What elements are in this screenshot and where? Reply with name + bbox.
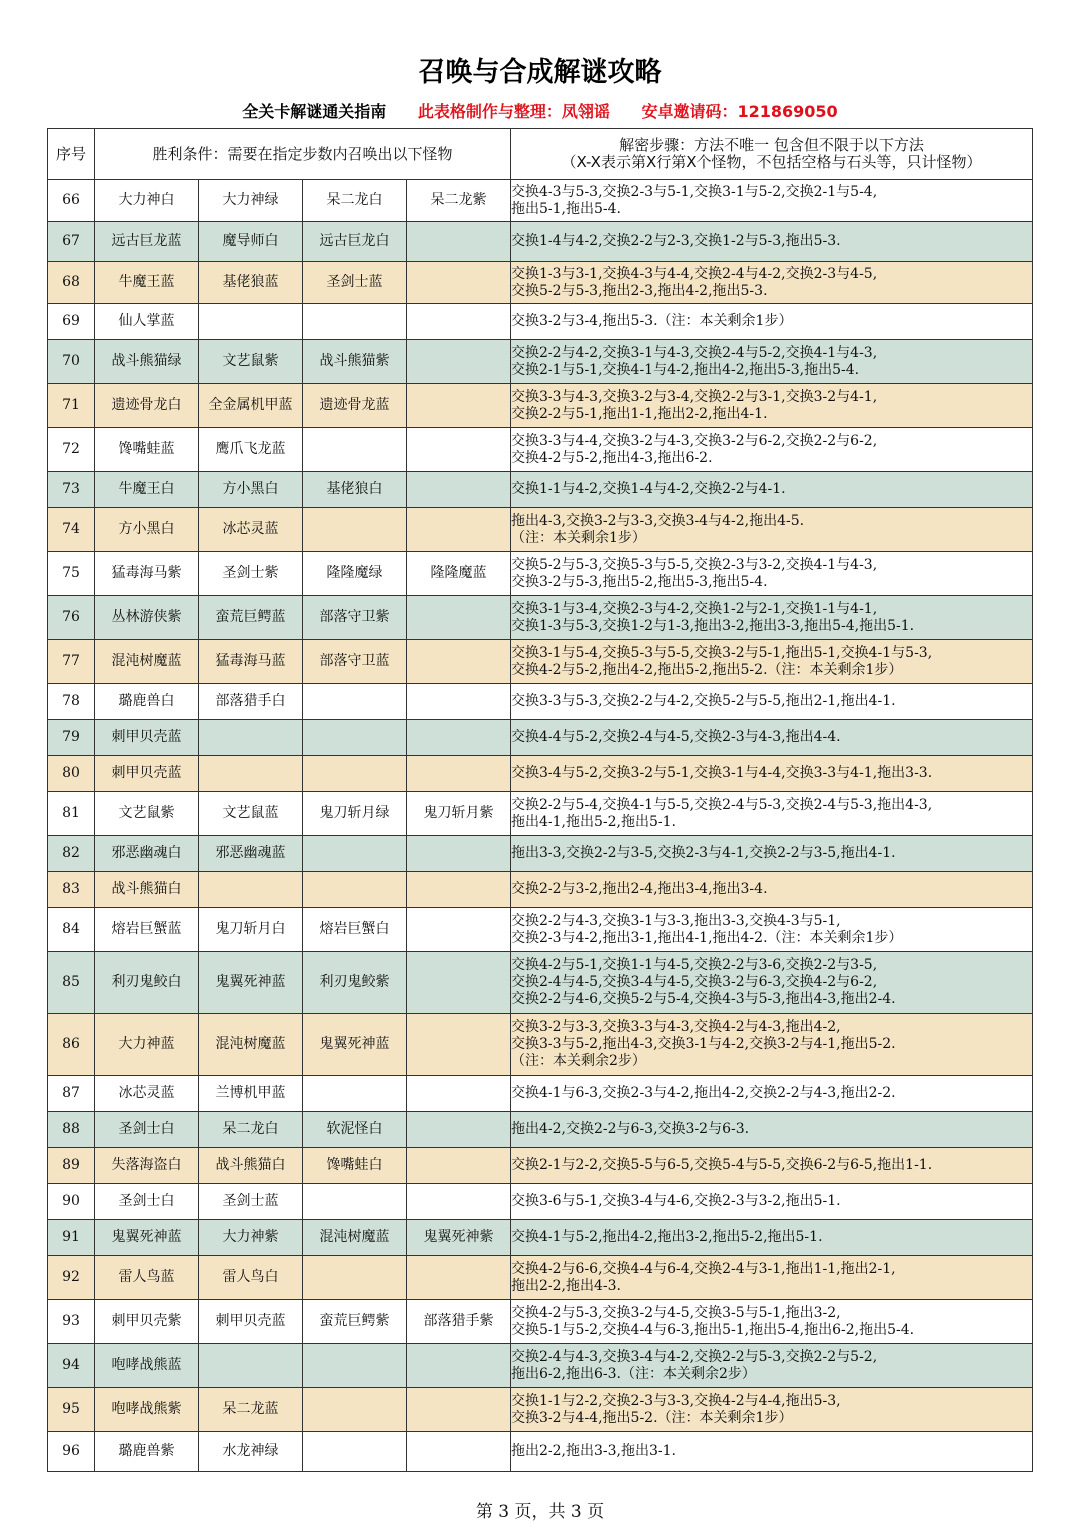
- monster-cell: 兰博机甲蓝: [199, 1076, 303, 1112]
- steps-line: 交换3-3与4-3,交换3-2与3-4,交换2-2与3-1,交换3-2与4-1,: [511, 388, 878, 405]
- monster-cell: 失落海盗白: [95, 1148, 199, 1184]
- monster-cell: 水龙神绿: [199, 1432, 303, 1472]
- steps-cell: [511, 1220, 1033, 1256]
- monster-cell: [407, 756, 511, 792]
- steps-line: （注：本关剩余1步）: [511, 529, 646, 546]
- monster-cell: 部落猎手紫: [407, 1300, 511, 1344]
- row-number: 86: [48, 1014, 95, 1076]
- monster-cell: 咆哮战熊紫: [95, 1388, 199, 1432]
- monster-cell: 混沌树魔蓝: [95, 640, 199, 684]
- monster-cell: 丛林游侠紫: [95, 596, 199, 640]
- monster-cell: 大力神蓝: [95, 1014, 199, 1076]
- monster-cell: 远古巨龙白: [303, 222, 407, 262]
- monster-cell: 馋嘴蛙蓝: [95, 428, 199, 472]
- steps-cell: [511, 1076, 1033, 1112]
- monster-cell: 冰芯灵蓝: [95, 1076, 199, 1112]
- steps-cell: [511, 720, 1033, 756]
- table-row: [48, 640, 1033, 684]
- monster-cell: 战斗熊猫绿: [95, 340, 199, 384]
- monster-cell: 基佬狼蓝: [199, 262, 303, 304]
- steps-line: 交换1-1与2-2,交换2-3与3-3,交换4-2与4-4,拖出5-3,: [511, 1392, 841, 1409]
- monster-cell: 圣剑士白: [95, 1112, 199, 1148]
- monster-cell: 鬼刀斩月白: [199, 908, 303, 952]
- table-row: [48, 872, 1033, 908]
- monster-cell: 猛毒海马紫: [95, 552, 199, 596]
- monster-cell: 大力神绿: [199, 180, 303, 222]
- steps-line: 交换3-2与5-3,拖出5-2,拖出5-3,拖出5-4.: [511, 573, 768, 590]
- monster-cell: [407, 472, 511, 508]
- header-steps-line1: 解密步骤：方法不唯一 包含但不限于以下方法: [619, 136, 924, 154]
- steps-cell: [511, 1014, 1033, 1076]
- monster-cell: [407, 720, 511, 756]
- row-number: 79: [48, 720, 95, 756]
- header-condition: 胜利条件：需要在指定步数内召唤出以下怪物: [95, 129, 511, 180]
- table-row: [48, 1256, 1033, 1300]
- row-number: 69: [48, 304, 95, 340]
- steps-line: 交换2-2与4-6,交换5-2与5-4,交换4-3与5-3,拖出4-3,拖出2-4.: [511, 991, 896, 1007]
- monster-cell: [407, 872, 511, 908]
- steps-cell: [511, 640, 1033, 684]
- monster-cell: 文艺鼠紫: [95, 792, 199, 836]
- steps-cell: [511, 304, 1033, 340]
- table-row: [48, 908, 1033, 952]
- row-number: 96: [48, 1432, 95, 1472]
- row-number: 68: [48, 262, 95, 304]
- steps-line: 交换5-2与5-3,拖出2-3,拖出4-2,拖出5-3.: [511, 282, 768, 299]
- table-row: [48, 1148, 1033, 1184]
- monster-cell: [407, 262, 511, 304]
- row-number: 83: [48, 872, 95, 908]
- monster-cell: 混沌树魔蓝: [199, 1014, 303, 1076]
- steps-cell: [511, 792, 1033, 836]
- steps-line: 交换4-1与5-2,拖出4-2,拖出3-2,拖出5-2,拖出5-1.: [511, 1229, 823, 1245]
- monster-cell: 馋嘴蛙白: [303, 1148, 407, 1184]
- steps-line: 交换4-1与6-3,交换2-3与4-2,拖出4-2,交换2-2与4-3,拖出2-2.: [511, 1085, 896, 1101]
- row-number: 82: [48, 836, 95, 872]
- monster-cell: 咆哮战熊蓝: [95, 1344, 199, 1388]
- monster-cell: 鬼翼死神蓝: [303, 1014, 407, 1076]
- row-number: 71: [48, 384, 95, 428]
- monster-cell: [407, 1344, 511, 1388]
- monster-cell: [303, 1256, 407, 1300]
- table-row: [48, 180, 1033, 222]
- monster-cell: [407, 384, 511, 428]
- steps-line: 交换3-2与3-4,拖出5-3.（注：本关剩余1步）: [511, 313, 793, 329]
- monster-cell: [407, 340, 511, 384]
- steps-line: 交换4-2与5-1,交换1-1与4-5,交换2-2与3-6,交换2-2与3-5,: [511, 957, 878, 973]
- steps-cell: [511, 552, 1033, 596]
- monster-cell: 部落猎手白: [199, 684, 303, 720]
- monster-cell: [407, 1256, 511, 1300]
- monster-cell: 刺甲贝壳紫: [95, 1300, 199, 1344]
- steps-line: 交换3-2与3-3,交换3-3与4-3,交换4-2与4-3,拖出4-2,: [511, 1019, 841, 1035]
- steps-line: 交换5-1与5-2,交换4-4与6-3,拖出5-1,拖出5-4,拖出6-2,拖出5-4.: [511, 1321, 915, 1338]
- monster-cell: 呆二龙白: [199, 1112, 303, 1148]
- row-number: 77: [48, 640, 95, 684]
- page-footer: 第 3 页，共 3 页: [475, 1502, 605, 1522]
- monster-cell: [407, 836, 511, 872]
- row-number: 66: [48, 180, 95, 222]
- steps-cell: [511, 596, 1033, 640]
- monster-cell: 仙人掌蓝: [95, 304, 199, 340]
- steps-line: 交换1-1与4-2,交换1-4与4-2,交换2-2与4-1.: [511, 481, 786, 497]
- steps-line: 交换2-2与4-3,交换3-1与3-3,拖出3-3,交换4-3与5-1,: [511, 912, 841, 929]
- monster-cell: [407, 596, 511, 640]
- monster-cell: 远古巨龙蓝: [95, 222, 199, 262]
- table-row: [48, 1112, 1033, 1148]
- monster-cell: 方小黑白: [199, 472, 303, 508]
- monster-cell: [199, 756, 303, 792]
- monster-cell: [407, 428, 511, 472]
- monster-cell: 利刃鬼鲛紫: [303, 952, 407, 1014]
- monster-cell: 鬼翼死神蓝: [199, 952, 303, 1014]
- monster-cell: [303, 428, 407, 472]
- row-number: 94: [48, 1344, 95, 1388]
- monster-cell: 璐鹿兽白: [95, 684, 199, 720]
- table-row: [48, 384, 1033, 428]
- steps-cell: [511, 1256, 1033, 1300]
- monster-cell: 鬼翼死神紫: [407, 1220, 511, 1256]
- steps-line: 拖出3-3,交换2-2与3-5,交换2-3与4-1,交换2-2与3-5,拖出4-1.: [511, 845, 896, 861]
- monster-cell: 呆二龙蓝: [199, 1388, 303, 1432]
- monster-cell: 呆二龙白: [303, 180, 407, 222]
- monster-cell: [199, 304, 303, 340]
- monster-cell: 遗迹骨龙蓝: [303, 384, 407, 428]
- monster-cell: [407, 1184, 511, 1220]
- steps-line: 交换1-4与4-2,交换2-2与2-3,交换1-2与5-3,拖出5-3.: [511, 233, 841, 249]
- steps-cell: [511, 756, 1033, 792]
- steps-cell: [511, 1184, 1033, 1220]
- steps-cell: [511, 472, 1033, 508]
- monster-cell: 猛毒海马蓝: [199, 640, 303, 684]
- monster-cell: [303, 756, 407, 792]
- subtitle: [0, 99, 1080, 122]
- monster-cell: 刺甲贝壳蓝: [95, 720, 199, 756]
- row-number: 80: [48, 756, 95, 792]
- monster-cell: 软泥怪白: [303, 1112, 407, 1148]
- steps-line: 交换4-4与5-2,交换2-4与4-5,交换2-3与4-3,拖出4-4.: [511, 729, 841, 745]
- header-steps: [511, 129, 1033, 180]
- monster-cell: [303, 684, 407, 720]
- table-row: [48, 508, 1033, 552]
- row-number: 73: [48, 472, 95, 508]
- monster-cell: [303, 836, 407, 872]
- steps-cell: [511, 1300, 1033, 1344]
- table-row: [48, 684, 1033, 720]
- monster-cell: 牛魔王蓝: [95, 262, 199, 304]
- monster-cell: [407, 684, 511, 720]
- monster-cell: 冰芯灵蓝: [199, 508, 303, 552]
- steps-line: 拖出4-2,交换2-2与6-3,交换3-2与6-3.: [511, 1121, 750, 1137]
- table-row: [48, 1388, 1033, 1432]
- monster-cell: 圣剑士白: [95, 1184, 199, 1220]
- monster-cell: 大力神紫: [199, 1220, 303, 1256]
- monster-cell: [407, 222, 511, 262]
- monster-cell: 雷人鸟白: [199, 1256, 303, 1300]
- steps-cell: [511, 684, 1033, 720]
- row-number: 78: [48, 684, 95, 720]
- steps-cell: [511, 908, 1033, 952]
- monster-cell: 全金属机甲蓝: [199, 384, 303, 428]
- table-row: [48, 304, 1033, 340]
- row-number: 95: [48, 1388, 95, 1432]
- steps-line: 交换4-2与5-3,交换3-2与4-5,交换3-5与5-1,拖出3-2,: [511, 1304, 841, 1321]
- monster-cell: [407, 952, 511, 1014]
- steps-line: 拖出5-1,拖出5-4.: [511, 200, 621, 217]
- table-row: [48, 792, 1033, 836]
- steps-cell: [511, 872, 1033, 908]
- monster-cell: 基佬狼白: [303, 472, 407, 508]
- steps-cell: [511, 180, 1033, 222]
- row-number: 90: [48, 1184, 95, 1220]
- steps-cell: [511, 340, 1033, 384]
- monster-cell: 蛮荒巨鳄紫: [303, 1300, 407, 1344]
- monster-cell: 圣剑士紫: [199, 552, 303, 596]
- monster-cell: 战斗熊猫白: [199, 1148, 303, 1184]
- table-row: [48, 1220, 1033, 1256]
- steps-line: 交换4-2与6-6,交换4-4与6-4,交换2-4与3-1,拖出1-1,拖出2-1,: [511, 1260, 896, 1277]
- table-row: [48, 1184, 1033, 1220]
- table-row: [48, 1076, 1033, 1112]
- steps-line: 交换3-4与5-2,交换3-2与5-1,交换3-1与4-4,交换3-3与4-1,拖出3-3.: [511, 765, 933, 781]
- table-row: [48, 472, 1033, 508]
- monster-cell: [407, 1112, 511, 1148]
- monster-cell: 刺甲贝壳蓝: [199, 1300, 303, 1344]
- row-number: 89: [48, 1148, 95, 1184]
- row-number: 70: [48, 340, 95, 384]
- steps-line: 交换2-3与4-2,拖出3-1,拖出4-1,拖出4-2.（注：本关剩余1步）: [511, 929, 903, 946]
- steps-line: 交换2-2与5-1,拖出1-1,拖出2-2,拖出4-1.: [511, 405, 768, 422]
- table-row: [48, 262, 1033, 304]
- monster-cell: [303, 1184, 407, 1220]
- steps-line: 交换3-3与5-2,拖出4-3,交换3-1与4-2,交换3-2与4-1,拖出5-2.: [511, 1036, 896, 1052]
- monster-cell: [407, 640, 511, 684]
- row-number: 91: [48, 1220, 95, 1256]
- monster-cell: [303, 1344, 407, 1388]
- row-number: 81: [48, 792, 95, 836]
- steps-line: 拖出4-1,拖出5-2,拖出5-1.: [511, 813, 676, 830]
- row-number: 84: [48, 908, 95, 952]
- monster-cell: [199, 720, 303, 756]
- header-steps-line2: （X-X表示第X行第X个怪物，不包括空格与石头等，只计怪物）: [561, 153, 982, 171]
- steps-cell: [511, 384, 1033, 428]
- steps-line: 交换1-3与3-1,交换4-3与4-4,交换2-4与4-2,交换2-3与4-5,: [511, 265, 878, 282]
- monster-cell: [407, 1076, 511, 1112]
- steps-cell: [511, 836, 1033, 872]
- monster-cell: [303, 1432, 407, 1472]
- monster-cell: [199, 1344, 303, 1388]
- table-row: [48, 720, 1033, 756]
- steps-cell: [511, 1432, 1033, 1472]
- steps-line: 交换3-3与5-3,交换2-2与4-2,交换5-2与5-5,拖出2-1,拖出4-1.: [511, 693, 896, 709]
- monster-cell: [303, 1076, 407, 1112]
- steps-cell: [511, 428, 1033, 472]
- monster-cell: 牛魔王白: [95, 472, 199, 508]
- monster-cell: 雷人鸟蓝: [95, 1256, 199, 1300]
- table-row: [48, 1344, 1033, 1388]
- monster-cell: [407, 1388, 511, 1432]
- steps-line: 交换3-2与4-4,拖出5-2.（注：本关剩余1步）: [511, 1409, 793, 1426]
- steps-cell: [511, 1344, 1033, 1388]
- monster-cell: 方小黑白: [95, 508, 199, 552]
- row-number: 87: [48, 1076, 95, 1112]
- row-number: 67: [48, 222, 95, 262]
- steps-line: 交换4-2与5-2,拖出4-3,拖出6-2.: [511, 449, 713, 466]
- subtitle-author: 此表格制作与整理：凤翎谣: [417, 102, 610, 121]
- steps-cell: [511, 222, 1033, 262]
- steps-cell: [511, 1112, 1033, 1148]
- monster-cell: 鹰爪飞龙蓝: [199, 428, 303, 472]
- monster-cell: 邪恶幽魂蓝: [199, 836, 303, 872]
- monster-cell: 熔岩巨蟹白: [303, 908, 407, 952]
- monster-cell: 魔导师白: [199, 222, 303, 262]
- monster-cell: 圣剑士蓝: [199, 1184, 303, 1220]
- monster-cell: 隆隆魔蓝: [407, 552, 511, 596]
- steps-line: 拖出2-2,拖出3-3,拖出3-1.: [511, 1443, 676, 1459]
- monster-cell: [303, 1388, 407, 1432]
- steps-line: （注：本关剩余2步）: [511, 1053, 646, 1069]
- table-row: [48, 1300, 1033, 1344]
- monster-cell: [407, 304, 511, 340]
- monster-cell: 战斗熊猫紫: [303, 340, 407, 384]
- steps-line: 交换3-1与3-4,交换2-3与4-2,交换1-2与2-1,交换1-1与4-1,: [511, 600, 878, 617]
- table-header-row: [48, 129, 1033, 180]
- steps-line: 交换2-1与2-2,交换5-5与6-5,交换5-4与5-5,交换6-2与6-5,拖出1-1.: [511, 1157, 933, 1173]
- page-title: 召唤与合成解谜攻略: [418, 57, 662, 88]
- steps-line: 交换3-1与5-4,交换5-3与5-5,交换3-2与5-1,拖出5-1,交换4-1与5-3,: [511, 644, 933, 661]
- monster-cell: 部落守卫紫: [303, 596, 407, 640]
- monster-cell: [303, 304, 407, 340]
- subtitle-guide: 全关卡解谜通关指南: [242, 102, 387, 121]
- monster-cell: [407, 1148, 511, 1184]
- monster-cell: [407, 1014, 511, 1076]
- table-row: [48, 1432, 1033, 1472]
- monster-cell: 刺甲贝壳蓝: [95, 756, 199, 792]
- subtitle-invite-code: 安卓邀请码：121869050: [641, 102, 838, 121]
- guide-table: [47, 128, 1033, 1472]
- monster-cell: 呆二龙紫: [407, 180, 511, 222]
- steps-cell: [511, 508, 1033, 552]
- row-number: 88: [48, 1112, 95, 1148]
- monster-cell: [303, 508, 407, 552]
- monster-cell: 部落守卫蓝: [303, 640, 407, 684]
- monster-cell: 鬼刀斩月紫: [407, 792, 511, 836]
- steps-line: 交换2-4与4-5,交换3-4与4-5,交换3-2与6-3,交换4-2与6-2,: [511, 974, 878, 990]
- monster-cell: [303, 720, 407, 756]
- steps-line: 交换3-6与5-1,交换3-4与4-6,交换2-3与3-2,拖出5-1.: [511, 1193, 841, 1209]
- row-number: 85: [48, 952, 95, 1014]
- steps-line: 拖出6-2,拖出6-3.（注：本关剩余2步）: [511, 1365, 756, 1382]
- steps-line: 交换3-3与4-4,交换3-2与4-3,交换3-2与6-2,交换2-2与6-2,: [511, 432, 878, 449]
- steps-line: 交换2-2与5-4,交换4-1与5-5,交换2-4与5-3,交换2-4与5-3,拖出4-3,: [511, 796, 933, 813]
- row-number: 72: [48, 428, 95, 472]
- monster-cell: 文艺鼠蓝: [199, 792, 303, 836]
- steps-line: 交换5-2与5-3,交换5-3与5-5,交换2-3与3-2,交换4-1与4-3,: [511, 556, 878, 573]
- steps-line: 交换2-4与4-3,交换3-4与4-2,交换2-2与5-3,交换2-2与5-2,: [511, 1348, 878, 1365]
- monster-cell: 大力神白: [95, 180, 199, 222]
- steps-line: 拖出4-3,交换3-2与3-3,交换3-4与4-2,拖出4-5.: [511, 512, 805, 529]
- monster-cell: 鬼翼死神蓝: [95, 1220, 199, 1256]
- monster-cell: 战斗熊猫白: [95, 872, 199, 908]
- monster-cell: 利刃鬼鲛白: [95, 952, 199, 1014]
- monster-cell: [407, 908, 511, 952]
- monster-cell: [303, 872, 407, 908]
- row-number: 92: [48, 1256, 95, 1300]
- header-no: 序号: [48, 129, 95, 180]
- monster-cell: [407, 1432, 511, 1472]
- monster-cell: [199, 872, 303, 908]
- monster-cell: 璐鹿兽紫: [95, 1432, 199, 1472]
- steps-line: 交换2-1与5-1,交换4-1与4-2,拖出4-2,拖出5-3,拖出5-4.: [511, 361, 860, 378]
- monster-cell: 圣剑士蓝: [303, 262, 407, 304]
- steps-line: 交换1-3与5-3,交换1-2与1-3,拖出3-2,拖出3-3,拖出5-4,拖出5-1.: [511, 617, 915, 634]
- table-row: [48, 428, 1033, 472]
- table-row: [48, 552, 1033, 596]
- steps-cell: [511, 952, 1033, 1014]
- steps-cell: [511, 262, 1033, 304]
- monster-cell: 遗迹骨龙白: [95, 384, 199, 428]
- monster-cell: 鬼刀斩月绿: [303, 792, 407, 836]
- steps-line: 交换4-3与5-3,交换2-3与5-1,交换3-1与5-2,交换2-1与5-4,: [511, 183, 878, 200]
- steps-line: 交换4-2与5-2,拖出4-2,拖出5-2,拖出5-2.（注：本关剩余1步）: [511, 661, 903, 678]
- table-row: [48, 952, 1033, 1014]
- row-number: 74: [48, 508, 95, 552]
- row-number: 93: [48, 1300, 95, 1344]
- monster-cell: 混沌树魔蓝: [303, 1220, 407, 1256]
- monster-cell: [407, 508, 511, 552]
- row-number: 76: [48, 596, 95, 640]
- monster-cell: 邪恶幽魂白: [95, 836, 199, 872]
- row-number: 75: [48, 552, 95, 596]
- table-row: [48, 596, 1033, 640]
- monster-cell: 蛮荒巨鳄蓝: [199, 596, 303, 640]
- monster-cell: 文艺鼠紫: [199, 340, 303, 384]
- steps-cell: [511, 1388, 1033, 1432]
- table-row: [48, 340, 1033, 384]
- table-row: [48, 836, 1033, 872]
- steps-cell: [511, 1148, 1033, 1184]
- table-row: [48, 222, 1033, 262]
- monster-cell: 隆隆魔绿: [303, 552, 407, 596]
- table-row: [48, 756, 1033, 792]
- steps-line: 交换2-2与3-2,拖出2-4,拖出3-4,拖出3-4.: [511, 881, 768, 897]
- steps-line: 交换2-2与4-2,交换3-1与4-3,交换2-4与5-2,交换4-1与4-3,: [511, 344, 878, 361]
- table-row: [48, 1014, 1033, 1076]
- monster-cell: 熔岩巨蟹蓝: [95, 908, 199, 952]
- steps-line: 拖出2-2,拖出4-3.: [511, 1277, 621, 1294]
